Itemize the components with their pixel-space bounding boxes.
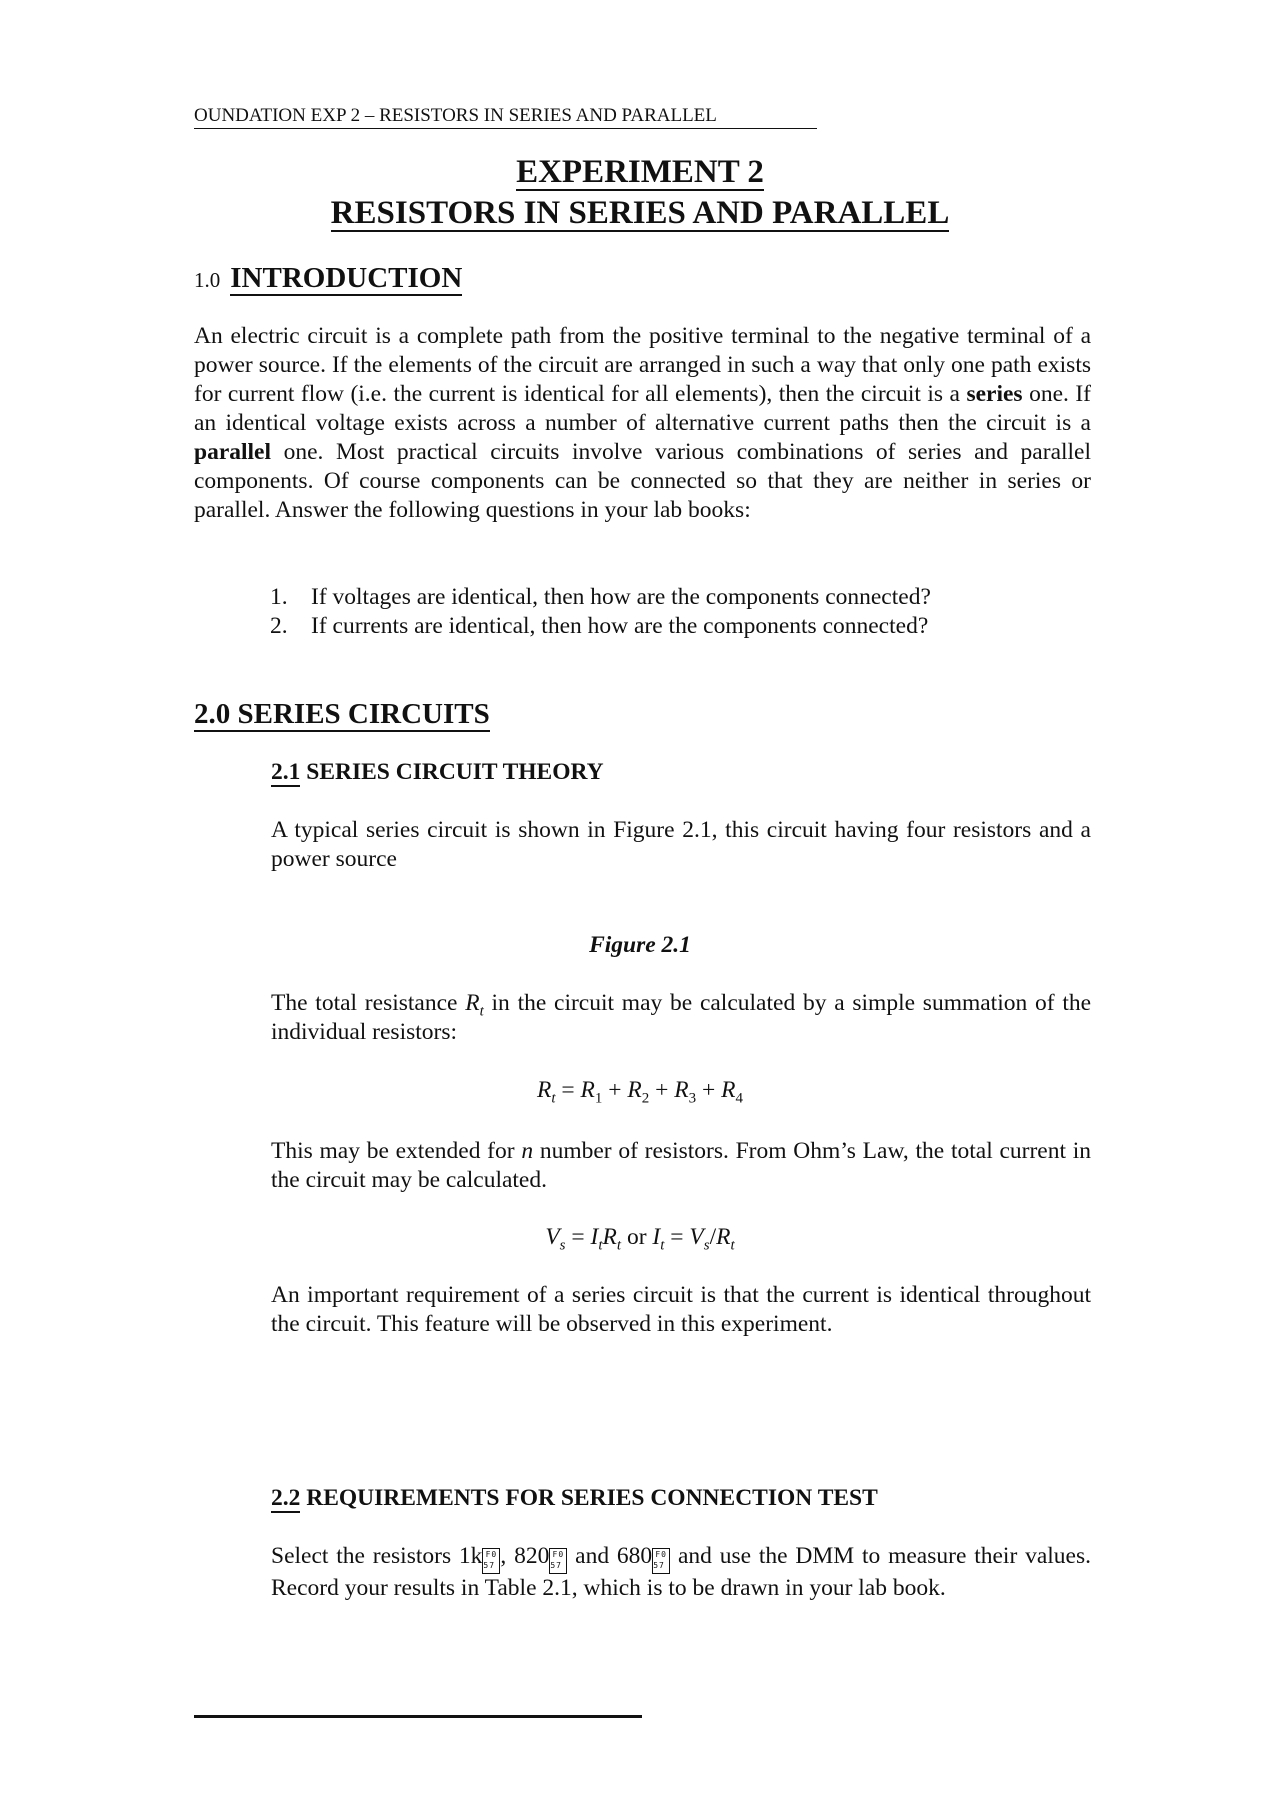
var-n: n <box>521 1138 534 1164</box>
question-number: 2. <box>270 613 288 639</box>
var-r: R <box>465 990 480 1016</box>
eq-var: R <box>627 1077 642 1103</box>
title-line-1-wrap <box>0 155 1280 191</box>
eq-sub: t <box>616 1237 622 1254</box>
total-text-b: in the circuit may be calculated by a simple summation of the individual resistors: <box>271 990 1092 1045</box>
select-text-b: , 820 <box>500 1543 550 1569</box>
experiment-subtitle: RESISTORS IN SERIES AND PARALLEL <box>330 195 950 231</box>
sub-t: t <box>479 1003 484 1020</box>
experiment-title: EXPERIMENT 2 <box>516 154 764 190</box>
eq-var: R <box>674 1077 689 1103</box>
eq-var: I <box>590 1224 599 1250</box>
eq-sub: s <box>559 1237 566 1254</box>
footnote-divider <box>194 1715 642 1718</box>
eq-plus: + <box>608 1077 622 1103</box>
intro-heading-text: INTRODUCTION <box>230 262 463 294</box>
intro-series-word: series <box>966 381 1023 407</box>
ext-text-b: number of resistors. From Ohm’s Law, the total current in the circuit may be calculated. <box>271 1138 1092 1193</box>
intro-number: 1.0 <box>194 268 221 292</box>
question-number: 1. <box>270 584 288 610</box>
missing-glyph-icon: F0 57 <box>482 1548 500 1574</box>
eq-var: R <box>716 1224 731 1250</box>
eq-sub: 4 <box>735 1090 744 1107</box>
important-requirement-paragraph: An important requirement of a series circuit is that the current is identical throughout the circuit. This feature will be observed in this experiment. <box>271 1282 1091 1337</box>
figure-caption: Figure 2.1 <box>589 932 691 958</box>
extension-paragraph <box>271 1137 1091 1195</box>
intro-text-1: An electric circuit is a complete path from the positive terminal to the negative terminal of a power source. If the elements of the circuit are arranged in such a way that only one path exists for current flow (i.e. the current is identical for all elements), then the circuit is a <box>194 323 1091 407</box>
running-header: OUNDATION EXP 2 – RESISTORS IN SERIES AND PARALLEL <box>194 105 817 129</box>
eq-sub: s <box>703 1237 710 1254</box>
question-text: If voltages are identical, then how are the components connected? <box>311 584 931 610</box>
intro-text-3: one. Most practical circuits involve various combinations of series and parallel components. Of course components can be connected so that they are neither in series or parallel. Answer the following questions in your lab books: <box>194 439 1092 523</box>
eq-sub: 2 <box>641 1090 650 1107</box>
eq-sub: 3 <box>688 1090 697 1107</box>
eq-sub: t <box>551 1090 556 1107</box>
eq-plus: + <box>702 1077 716 1103</box>
section-title: SERIES CIRCUIT THEORY <box>306 759 604 785</box>
list-item <box>270 612 931 641</box>
list-item <box>270 583 931 612</box>
total-resistance-paragraph <box>271 989 1091 1047</box>
select-resistors-paragraph <box>271 1542 1091 1603</box>
ext-text-a: This may be extended for <box>271 1138 515 1164</box>
eq-var: R <box>602 1224 617 1250</box>
eq-sub: t <box>660 1237 665 1254</box>
eq-sub: t <box>598 1237 603 1254</box>
missing-glyph-icon: F0 57 <box>652 1548 670 1574</box>
select-text-c: and 680 <box>567 1543 653 1569</box>
eq-var: R <box>721 1077 736 1103</box>
total-text-a: The total resistance <box>271 990 458 1016</box>
select-text-a: Select the resistors 1k <box>271 1543 483 1569</box>
eq-sub: 1 <box>594 1090 603 1107</box>
intro-paragraph <box>194 322 1091 525</box>
intro-parallel-word: parallel <box>194 439 272 465</box>
section-title: REQUIREMENTS FOR SERIES CONNECTION TEST <box>306 1485 878 1511</box>
eq-var: I <box>652 1224 661 1250</box>
intro-text-2: one. If an identical voltage exists across a number of alternative current paths then the circuit is a <box>194 381 1091 436</box>
eq-var: V <box>689 1224 704 1250</box>
question-text: If currents are identical, then how are the components connected? <box>311 613 929 639</box>
requirements-heading <box>271 1485 878 1512</box>
title-line-2-wrap <box>0 196 1280 232</box>
eq-sign: = <box>670 1224 684 1250</box>
eq-var: V <box>545 1224 560 1250</box>
intro-heading <box>194 262 462 295</box>
ohms-law-equation <box>0 1224 1280 1254</box>
eq-or: or <box>626 1224 647 1250</box>
eq-var: R <box>580 1077 595 1103</box>
eq-slash: / <box>709 1224 717 1250</box>
series-circuits-heading: 2.0 SERIES CIRCUITS <box>194 698 490 730</box>
eq-var: R <box>536 1077 552 1103</box>
select-text-d: and use the DMM to measure their values. Record your results in Table 2.1, which is to be drawn in your lab book. <box>271 1543 1091 1601</box>
series-theory-heading <box>271 759 604 786</box>
missing-glyph-icon: F0 57 <box>549 1548 567 1574</box>
eq-plus: + <box>655 1077 669 1103</box>
eq-sign: = <box>561 1077 575 1103</box>
question-list <box>270 583 931 641</box>
section-number: 2.1 <box>271 759 301 785</box>
section-number: 2.2 <box>271 1485 301 1511</box>
sum-equation <box>0 1077 1280 1107</box>
typical-circuit-paragraph: A typical series circuit is shown in Figure 2.1, this circuit having four resistors and a power source <box>271 817 1091 872</box>
eq-sub: t <box>730 1237 735 1254</box>
eq-sign: = <box>571 1224 585 1250</box>
